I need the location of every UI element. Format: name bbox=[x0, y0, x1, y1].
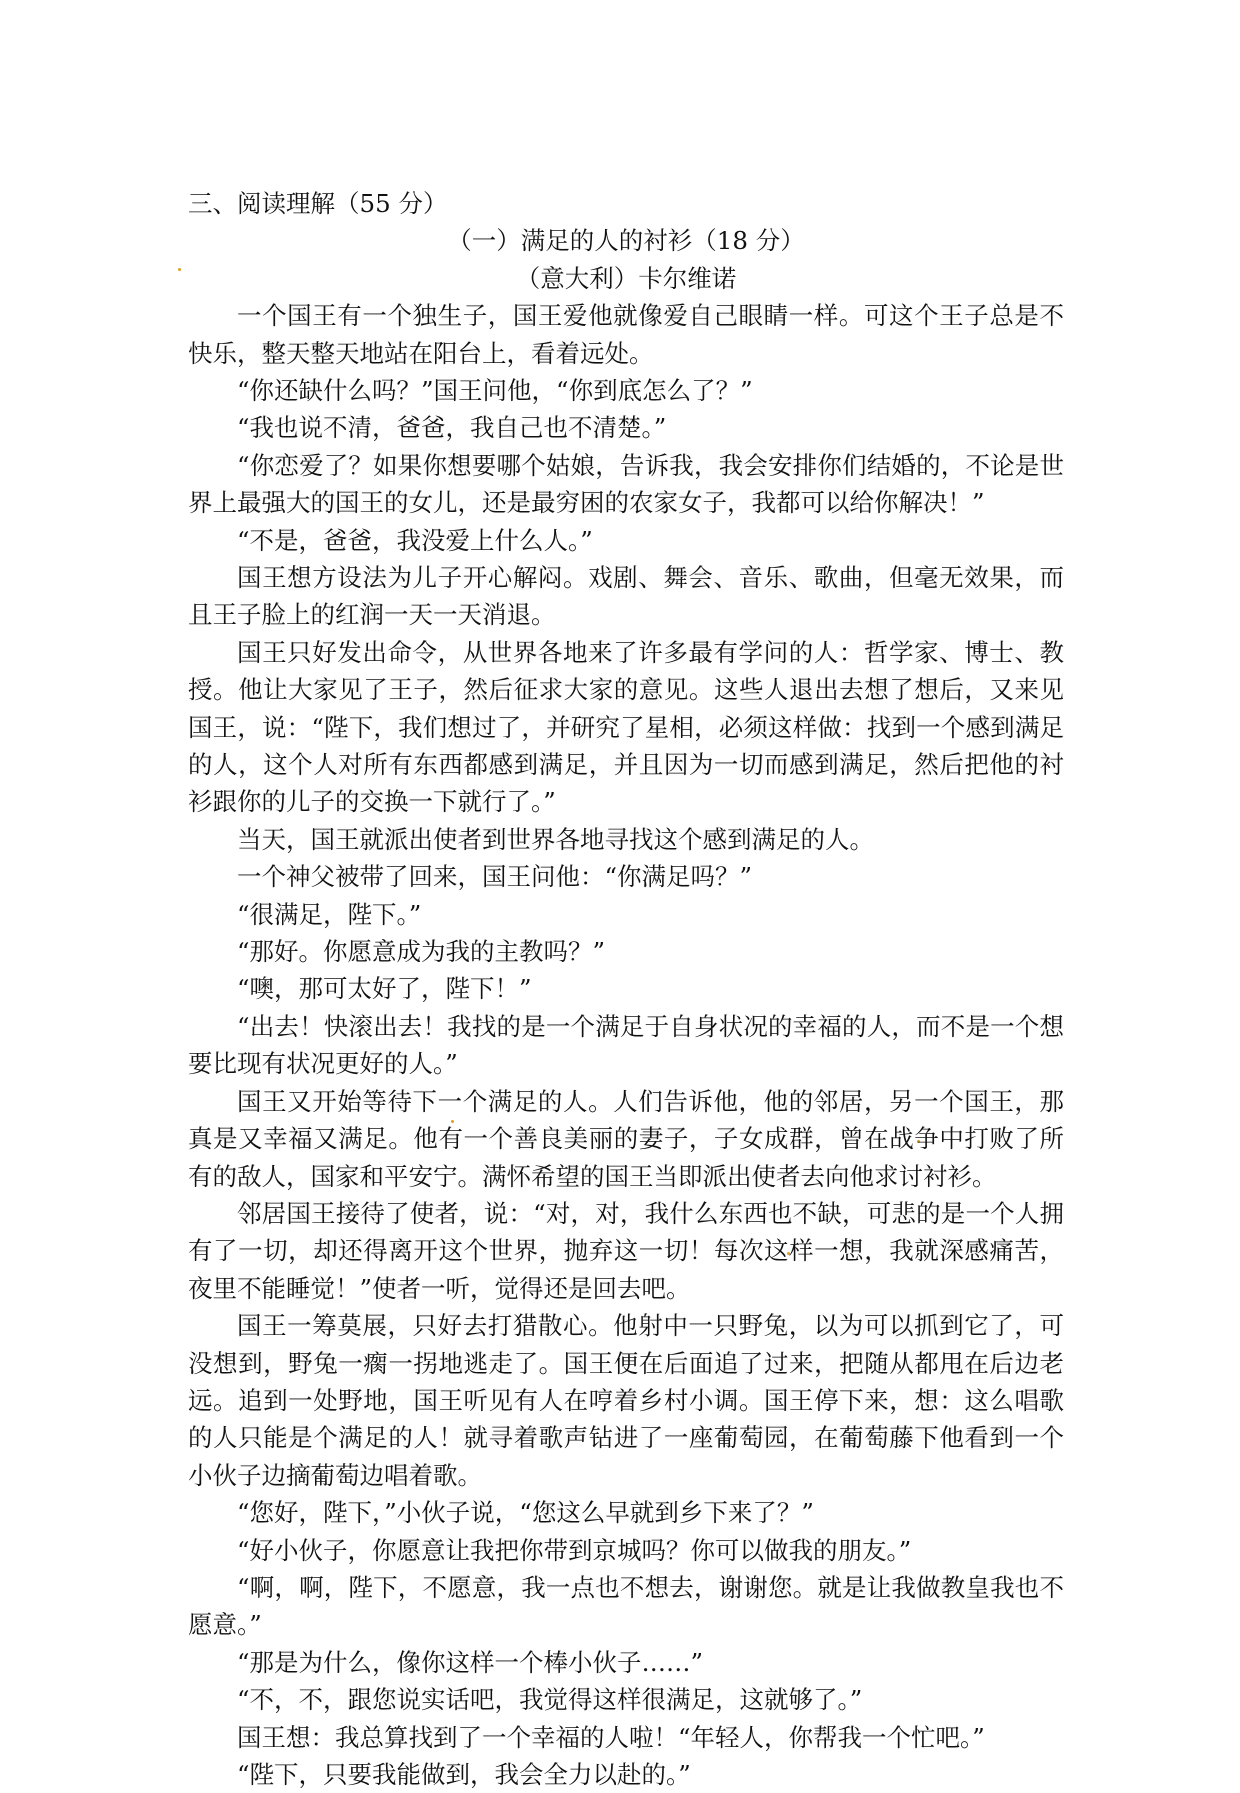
paragraph-13: “出去！快滚出去！我找的是一个满足于自身状况的幸福的人，而不是一个想要比现有状况更好的人。” bbox=[188, 1011, 1064, 1079]
paragraph-20: “那是为什么，像你这样一个棒小伙子……” bbox=[237, 1647, 704, 1677]
paragraph-14: 国王又开始等待下一个满足的人。人们告诉他，他的邻居，另一个国王，那真是又幸福又满足。他有一个善良美丽的妻子，子女成群，曾在战争中打败了所有的敌人，国家和平安宁。满怀希望的国王当即派出使者去向他求讨衬衫。 bbox=[188, 1086, 1064, 1191]
paragraph-7: 国王只好发出命令，从世界各地来了许多最有学问的人：哲学家、博士、教授。他让大家见了王子，然后征求大家的意见。这些人退出去想了想后，又来见国王，说：“陛下，我们想过了，并研究了星相，必须这样做：找到一个感到满足的人，这个人对所有东西都感到满足，并且因为一切而感到满足，然后把他的衬衫跟你的儿子的交换一下就行了。” bbox=[188, 637, 1064, 817]
story-author: （意大利）卡尔维诺 bbox=[515, 263, 737, 293]
section-heading: 三、阅读理解（55 分） bbox=[188, 189, 448, 218]
document-body bbox=[188, 185, 1064, 1793]
story-title: （一）满足的人的衬衫（18 分） bbox=[447, 226, 805, 256]
paragraph-19: “啊，啊，陛下，不愿意，我一点也不想去，谢谢您。就是让我做教皇我也不愿意。” bbox=[188, 1572, 1064, 1640]
paragraph-12: “噢，那可太好了，陛下！” bbox=[237, 974, 532, 1004]
paragraph-1: 一个国王有一个独生子，国王爱他就像爱自己眼睛一样。可这个王子总是不快乐，整天整天地站在阳台上，看着远处。 bbox=[188, 301, 1064, 368]
paragraph-22: 国王想：我总算找到了一个幸福的人啦！“年轻人，你帮我一个忙吧。” bbox=[237, 1722, 985, 1752]
paragraph-11: “那好。你愿意成为我的主教吗？” bbox=[237, 937, 606, 967]
paragraph-10: “很满足，陛下。” bbox=[237, 899, 422, 929]
paragraph-6: 国王想方设法为儿子开心解闷。戏剧、舞会、音乐、歌曲，但毫无效果，而且王子脸上的红润一天一天消退。 bbox=[188, 563, 1064, 630]
paragraph-5: “不是，爸爸，我没爱上什么人。” bbox=[237, 525, 593, 555]
stray-mark bbox=[178, 268, 181, 271]
paragraph-9: 一个神父被带了回来，国王问他：“你满足吗？” bbox=[237, 862, 753, 892]
paragraph-23: “陛下，只要我能做到，我会全力以赴的。” bbox=[237, 1760, 691, 1790]
paragraph-18: “好小伙子，你愿意让我把你带到京城吗？你可以做我的朋友。” bbox=[237, 1535, 912, 1565]
paragraph-15: 邻居国王接待了使者，说：“对，对，我什么东西也不缺，可悲的是一个人拥有了一切，却还得离开这个世界，抛弃这一切！每次这样一想，我就深感痛苦，夜里不能睡觉！”使者一听，觉得还是回去吧。 bbox=[188, 1198, 1064, 1303]
paragraph-2: “你还缺什么吗？”国王问他，“你到底怎么了？” bbox=[237, 375, 753, 405]
paragraph-4: “你恋爱了？如果你想要哪个姑娘，告诉我，我会安排你们结婚的，不论是世界上最强大的国王的女儿，还是最穷困的农家女子，我都可以给你解决！” bbox=[188, 450, 1064, 518]
paragraph-3: “我也说不清，爸爸，我自己也不清楚。” bbox=[237, 413, 667, 443]
paragraph-21: “不，不，跟您说实话吧，我觉得这样很满足，这就够了。” bbox=[237, 1685, 863, 1715]
paragraph-16: 国王一筹莫展，只好去打猎散心。他射中一只野兔，以为可以抓到它了，可没想到，野兔一瘸一拐地逃走了。国王便在后面追了过来，把随从都甩在后边老远。追到一处野地，国王听见有人在哼着乡村小调。国王停下来，想：这么唱歌的人只能是个满足的人！就寻着歌声钻进了一座葡萄园，在葡萄藤下他看到一个小伙子边摘葡萄边唱着歌。 bbox=[188, 1311, 1064, 1490]
paragraph-8: 当天，国王就派出使者到世界各地寻找这个感到满足的人。 bbox=[237, 824, 874, 854]
paragraph-17: “您好，陛下，”小伙子说，“您这么早就到乡下来了？” bbox=[237, 1498, 814, 1528]
